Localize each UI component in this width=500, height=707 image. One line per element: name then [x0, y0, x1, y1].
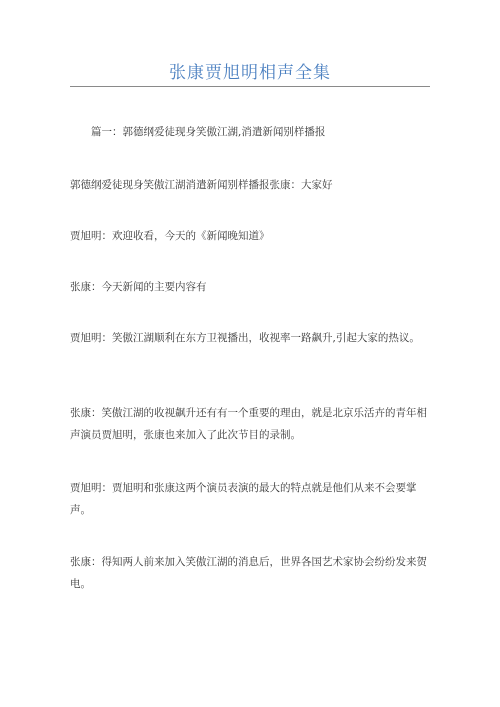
- paragraph: 张康：得知两人前来加入笑傲江湖的消息后，世界各国艺术家协会纷纷发来贺电。: [70, 556, 427, 590]
- paragraph: 贾旭明：欢迎收看，今天的《新闻晚知道》: [70, 230, 270, 242]
- title-divider: [70, 86, 430, 87]
- paragraph: 贾旭明：笑傲江湖顺利在东方卫视播出，收视率一路飙升,引起大家的热议。: [70, 332, 420, 344]
- document-title: 张康贾旭明相声全集: [169, 63, 331, 83]
- paragraph: 郭德纲爱徒现身笑傲江湖消遣新闻别样播报张康：大家好: [70, 179, 333, 191]
- paragraph: 贾旭明：贾旭明和张康这两个演员表演的最大的特点就是他们从来不会要掌声。: [70, 482, 417, 516]
- paragraph: 张康：笑傲江湖的收视飙升还有有一个重要的理由，就是北京乐活卉的青年相声演员贾旭明，张康也来加入了此次节目的录制。: [70, 407, 427, 441]
- paragraph: 张康：今天新闻的主要内容有: [70, 281, 207, 293]
- paragraph-heading: 篇一：郭德纲爱徒现身笑傲江湖,消遣新闻别样播报: [91, 126, 326, 138]
